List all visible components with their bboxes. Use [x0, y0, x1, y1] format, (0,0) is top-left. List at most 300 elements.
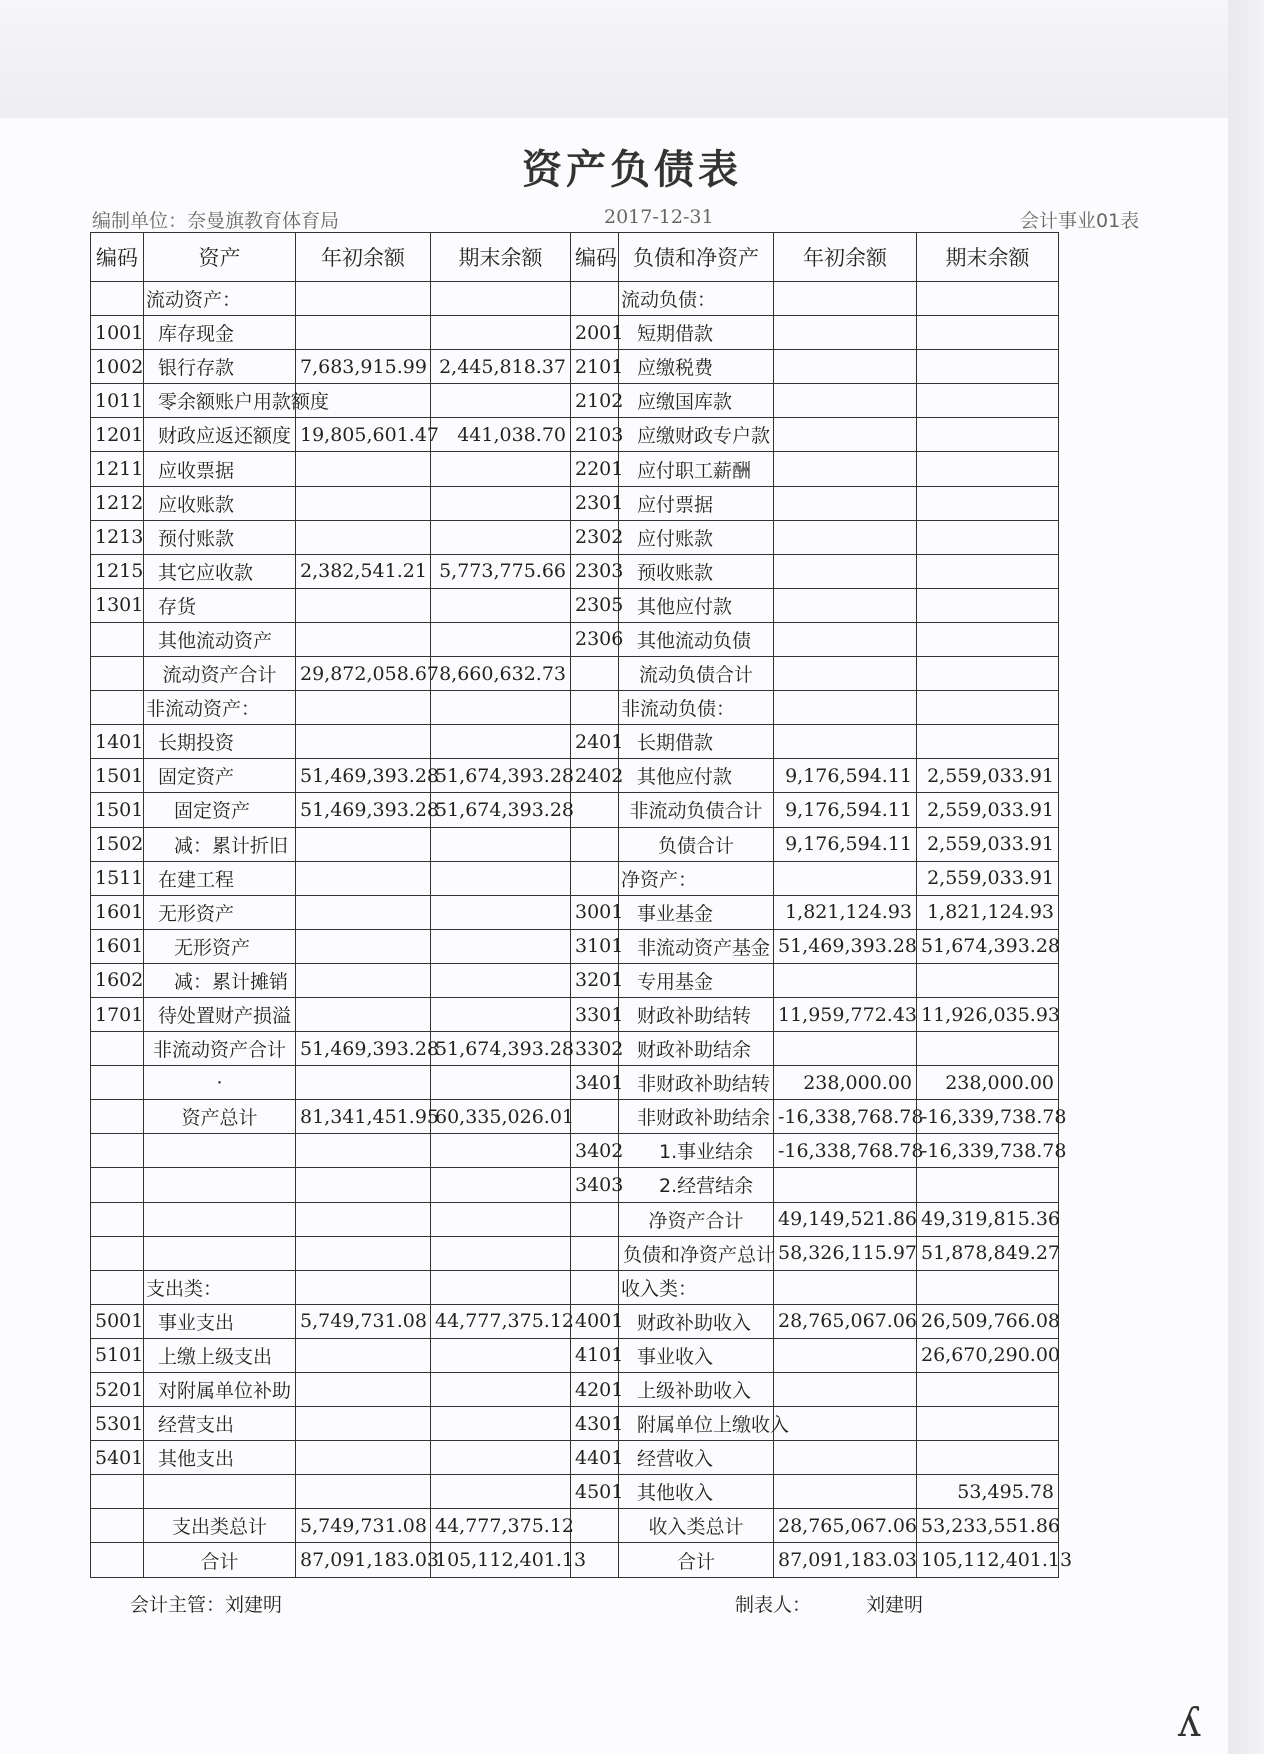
right-code-cell: 3302: [571, 1032, 619, 1066]
table-row: [91, 1475, 1171, 1509]
report-date: 2017-12-31: [604, 206, 714, 228]
asset-begin-cell: [296, 452, 431, 486]
table-row: [91, 1202, 1171, 1236]
liability-end-cell: [917, 588, 1059, 622]
asset-name-cell: [144, 1202, 296, 1236]
asset-name-cell: 减：累计摊销: [144, 963, 296, 997]
left-code-cell: 1212: [91, 486, 144, 520]
left-code-cell: 5301: [91, 1407, 144, 1441]
liability-begin-cell: [774, 282, 917, 316]
asset-begin-cell: [296, 725, 431, 759]
footer-preparer: [735, 1590, 923, 1617]
liability-end-cell: 105,112,401.13: [917, 1543, 1059, 1577]
table-row: [91, 588, 1171, 622]
left-code-cell: [91, 1168, 144, 1202]
left-code-cell: [91, 1100, 144, 1134]
asset-begin-cell: 87,091,183.03: [296, 1543, 431, 1577]
liability-name-cell: 非流动负债：: [619, 691, 774, 725]
asset-begin-cell: [296, 520, 431, 554]
right-code-cell: [571, 282, 619, 316]
right-code-cell: 3401: [571, 1066, 619, 1100]
asset-name-cell: 支出类：: [144, 1270, 296, 1304]
liability-begin-cell: 49,149,521.86: [774, 1202, 917, 1236]
right-code-cell: [571, 793, 619, 827]
asset-begin-cell: [296, 1338, 431, 1372]
liability-end-cell: [917, 452, 1059, 486]
asset-name-cell: 应收票据: [144, 452, 296, 486]
asset-name-cell: 无形资产: [144, 929, 296, 963]
form-code: 会计事业01表: [1020, 210, 1140, 232]
asset-end-cell: [431, 963, 571, 997]
liability-name-cell: 财政补助结转: [619, 997, 774, 1031]
liability-name-cell: 非流动资产基金: [619, 929, 774, 963]
liability-name-cell: 事业收入: [619, 1338, 774, 1372]
liability-name-cell: 净资产：: [619, 861, 774, 895]
liability-name-cell: 其他应付款: [619, 759, 774, 793]
table-row: [91, 1100, 1171, 1134]
asset-name-cell: 对附属单位补助: [144, 1373, 296, 1407]
asset-name-cell: 固定资产: [144, 759, 296, 793]
left-code-cell: [91, 1543, 144, 1577]
asset-end-cell: [431, 1066, 571, 1100]
table-row: [91, 554, 1171, 588]
liability-name-cell: 1.事业结余: [619, 1134, 774, 1168]
asset-name-cell: 上缴上级支出: [144, 1338, 296, 1372]
right-code-cell: 4101: [571, 1338, 619, 1372]
right-code-cell: [571, 827, 619, 861]
right-code-cell: 3201: [571, 963, 619, 997]
table-row: [91, 452, 1171, 486]
liability-end-cell: -16,339,738.78: [917, 1134, 1059, 1168]
asset-name-cell: 经营支出: [144, 1407, 296, 1441]
table-row: [91, 1270, 1171, 1304]
liability-name-cell: 流动负债：: [619, 282, 774, 316]
right-code-cell: 2201: [571, 452, 619, 486]
liability-begin-cell: 9,176,594.11: [774, 793, 917, 827]
right-code-cell: 3301: [571, 997, 619, 1031]
left-code-cell: 1502: [91, 827, 144, 861]
asset-begin-cell: [296, 691, 431, 725]
liability-end-cell: 51,674,393.28: [917, 929, 1059, 963]
left-code-cell: [91, 691, 144, 725]
asset-begin-cell: 51,469,393.28: [296, 793, 431, 827]
liability-name-cell: 预收账款: [619, 554, 774, 588]
liability-name-cell: 净资产合计: [619, 1202, 774, 1236]
right-code-cell: 4401: [571, 1441, 619, 1475]
asset-end-cell: [431, 725, 571, 759]
asset-begin-cell: 19,805,601.47: [296, 418, 431, 452]
asset-end-cell: 8,660,632.73: [431, 657, 571, 691]
liability-end-cell: [917, 520, 1059, 554]
asset-name-cell: 其它应收款: [144, 554, 296, 588]
liability-end-cell: [917, 350, 1059, 384]
asset-end-cell: [431, 384, 571, 418]
liability-begin-cell: [774, 1168, 917, 1202]
asset-end-cell: [431, 486, 571, 520]
liability-end-cell: 238,000.00: [917, 1066, 1059, 1100]
liability-end-cell: [917, 282, 1059, 316]
left-code-cell: 1701: [91, 997, 144, 1031]
asset-end-cell: [431, 1168, 571, 1202]
liability-begin-cell: [774, 1407, 917, 1441]
header-code-right: 编码: [571, 233, 619, 282]
asset-end-cell: 51,674,393.28: [431, 759, 571, 793]
liability-begin-cell: 1,821,124.93: [774, 895, 917, 929]
liability-begin-cell: [774, 350, 917, 384]
right-code-cell: 2301: [571, 486, 619, 520]
right-code-cell: [571, 1202, 619, 1236]
liability-end-cell: 26,509,766.08: [917, 1304, 1059, 1338]
asset-name-cell: 应收账款: [144, 486, 296, 520]
asset-name-cell: 预付账款: [144, 520, 296, 554]
scan-background-top: [0, 0, 1264, 118]
liability-name-cell: 其他流动负债: [619, 622, 774, 656]
asset-name-cell: [144, 1134, 296, 1168]
table-row: [91, 657, 1171, 691]
asset-begin-cell: [296, 486, 431, 520]
asset-name-cell: 其他流动资产: [144, 622, 296, 656]
left-code-cell: [91, 1066, 144, 1100]
liability-name-cell: 上级补助收入: [619, 1373, 774, 1407]
table-row: [91, 997, 1171, 1031]
asset-begin-cell: [296, 1066, 431, 1100]
asset-begin-cell: [296, 861, 431, 895]
right-code-cell: 4501: [571, 1475, 619, 1509]
liability-end-cell: 11,926,035.93: [917, 997, 1059, 1031]
preparer-label: 制表人：: [735, 1594, 812, 1616]
left-code-cell: 1601: [91, 929, 144, 963]
liability-begin-cell: 51,469,393.28: [774, 929, 917, 963]
liability-end-cell: 49,319,815.36: [917, 1202, 1059, 1236]
table-row: [91, 1543, 1171, 1577]
asset-begin-cell: [296, 963, 431, 997]
table-row: [91, 350, 1171, 384]
right-code-cell: [571, 1270, 619, 1304]
liability-name-cell: 其他应付款: [619, 588, 774, 622]
table-row: [91, 929, 1171, 963]
table-row: [91, 793, 1171, 827]
liability-name-cell: 财政补助结余: [619, 1032, 774, 1066]
left-code-cell: 5001: [91, 1304, 144, 1338]
liability-name-cell: 负债和净资产总计: [619, 1236, 774, 1270]
asset-name-cell: 存货: [144, 588, 296, 622]
table-row: [91, 1509, 1171, 1543]
asset-begin-cell: [296, 1236, 431, 1270]
liability-end-cell: 2,559,033.91: [917, 827, 1059, 861]
asset-name-cell: 流动资产合计: [144, 657, 296, 691]
liability-begin-cell: [774, 520, 917, 554]
table-row: [91, 1066, 1171, 1100]
asset-begin-cell: [296, 622, 431, 656]
liability-begin-cell: [774, 554, 917, 588]
left-code-cell: 1211: [91, 452, 144, 486]
asset-begin-cell: 29,872,058.67: [296, 657, 431, 691]
liability-begin-cell: 28,765,067.06: [774, 1304, 917, 1338]
liability-begin-cell: 87,091,183.03: [774, 1543, 917, 1577]
liability-end-cell: [917, 418, 1059, 452]
liability-begin-cell: [774, 1475, 917, 1509]
liability-end-cell: [917, 1168, 1059, 1202]
table-row: [91, 520, 1171, 554]
asset-end-cell: [431, 588, 571, 622]
liability-end-cell: 2,559,033.91: [917, 793, 1059, 827]
liability-name-cell: 收入类：: [619, 1270, 774, 1304]
asset-begin-cell: [296, 588, 431, 622]
right-code-cell: 3402: [571, 1134, 619, 1168]
asset-begin-cell: 51,469,393.28: [296, 1032, 431, 1066]
liability-name-cell: 应缴税费: [619, 350, 774, 384]
asset-end-cell: [431, 861, 571, 895]
liability-begin-cell: [774, 452, 917, 486]
asset-end-cell: 44,777,375.12: [431, 1509, 571, 1543]
left-code-cell: 5401: [91, 1441, 144, 1475]
liability-begin-cell: 9,176,594.11: [774, 759, 917, 793]
asset-end-cell: [431, 520, 571, 554]
liability-end-cell: 2,559,033.91: [917, 861, 1059, 895]
asset-end-cell: 2,445,818.37: [431, 350, 571, 384]
balance-sheet-table: [90, 232, 1171, 1578]
liability-name-cell: 流动负债合计: [619, 657, 774, 691]
table-row: [91, 963, 1171, 997]
asset-name-cell: 非流动资产：: [144, 691, 296, 725]
liability-end-cell: [917, 1373, 1059, 1407]
left-code-cell: 1501: [91, 759, 144, 793]
liability-end-cell: [917, 316, 1059, 350]
liability-end-cell: -16,339,738.78: [917, 1100, 1059, 1134]
asset-begin-cell: [296, 997, 431, 1031]
left-code-cell: [91, 1236, 144, 1270]
asset-name-cell: [144, 1475, 296, 1509]
liability-name-cell: 合计: [619, 1543, 774, 1577]
right-code-cell: 4001: [571, 1304, 619, 1338]
asset-end-cell: [431, 1373, 571, 1407]
right-code-cell: [571, 861, 619, 895]
right-code-cell: 3403: [571, 1168, 619, 1202]
liability-begin-cell: 58,326,115.97: [774, 1236, 917, 1270]
header-code-left: 编码: [91, 233, 144, 282]
asset-end-cell: [431, 1475, 571, 1509]
liability-begin-cell: [774, 1441, 917, 1475]
liability-name-cell: 非财政补助结余: [619, 1100, 774, 1134]
left-code-cell: 1602: [91, 963, 144, 997]
left-code-cell: [91, 282, 144, 316]
table-row: [91, 1032, 1171, 1066]
left-code-cell: 1002: [91, 350, 144, 384]
asset-begin-cell: [296, 1134, 431, 1168]
asset-begin-cell: [296, 1441, 431, 1475]
liability-end-cell: 26,670,290.00: [917, 1338, 1059, 1372]
liability-end-cell: 51,878,849.27: [917, 1236, 1059, 1270]
liability-name-cell: 经营收入: [619, 1441, 774, 1475]
liability-end-cell: [917, 1270, 1059, 1304]
asset-begin-cell: [296, 929, 431, 963]
table-row: [91, 725, 1171, 759]
left-code-cell: [91, 1032, 144, 1066]
liability-end-cell: 1,821,124.93: [917, 895, 1059, 929]
asset-begin-cell: [296, 1407, 431, 1441]
left-code-cell: [91, 1134, 144, 1168]
left-code-cell: 5201: [91, 1373, 144, 1407]
liability-end-cell: [917, 554, 1059, 588]
right-code-cell: [571, 657, 619, 691]
liability-begin-cell: [774, 1373, 917, 1407]
liability-name-cell: 事业基金: [619, 895, 774, 929]
asset-name-cell: 事业支出: [144, 1304, 296, 1338]
right-code-cell: 2402: [571, 759, 619, 793]
left-code-cell: [91, 1202, 144, 1236]
liability-name-cell: 应缴财政专户款: [619, 418, 774, 452]
left-code-cell: [91, 1270, 144, 1304]
liability-end-cell: [917, 1407, 1059, 1441]
compiling-unit: 编制单位：奈曼旗教育体育局: [92, 210, 340, 232]
left-code-cell: [91, 622, 144, 656]
liability-begin-cell: 238,000.00: [774, 1066, 917, 1100]
left-code-cell: 1201: [91, 418, 144, 452]
liability-begin-cell: -16,338,768.78: [774, 1100, 917, 1134]
asset-begin-cell: [296, 1373, 431, 1407]
asset-begin-cell: [296, 1168, 431, 1202]
asset-end-cell: 51,674,393.28: [431, 793, 571, 827]
liability-name-cell: 应付职工薪酬: [619, 452, 774, 486]
right-code-cell: 2001: [571, 316, 619, 350]
right-code-cell: [571, 691, 619, 725]
asset-end-cell: [431, 316, 571, 350]
right-code-cell: 4201: [571, 1373, 619, 1407]
liability-name-cell: 应付账款: [619, 520, 774, 554]
liability-name-cell: 财政补助收入: [619, 1304, 774, 1338]
asset-end-cell: [431, 1407, 571, 1441]
asset-end-cell: 441,038.70: [431, 418, 571, 452]
right-code-cell: 2305: [571, 588, 619, 622]
right-code-cell: 4301: [571, 1407, 619, 1441]
asset-begin-cell: [296, 1270, 431, 1304]
asset-begin-cell: [296, 827, 431, 861]
table-row: [91, 827, 1171, 861]
supervisor-label: 会计主管：: [130, 1594, 226, 1616]
asset-end-cell: [431, 1202, 571, 1236]
asset-name-cell: 减：累计折旧: [144, 827, 296, 861]
left-code-cell: 1215: [91, 554, 144, 588]
liability-begin-cell: [774, 691, 917, 725]
liability-name-cell: 2.经营结余: [619, 1168, 774, 1202]
liability-end-cell: [917, 1441, 1059, 1475]
footer-supervisor: [130, 1590, 282, 1617]
asset-end-cell: [431, 1338, 571, 1372]
header-end-right: 期末余额: [917, 233, 1059, 282]
liability-name-cell: 应付票据: [619, 486, 774, 520]
table-row: [91, 1304, 1171, 1338]
asset-end-cell: 5,773,775.66: [431, 554, 571, 588]
liability-name-cell: 应缴国库款: [619, 384, 774, 418]
table-row: [91, 895, 1171, 929]
liability-begin-cell: [774, 622, 917, 656]
asset-begin-cell: 2,382,541.21: [296, 554, 431, 588]
liability-begin-cell: [774, 1338, 917, 1372]
right-code-cell: 2303: [571, 554, 619, 588]
asset-name-cell: 待处置财产损溢: [144, 997, 296, 1031]
liability-name-cell: 收入类总计: [619, 1509, 774, 1543]
asset-name-cell: 长期投资: [144, 725, 296, 759]
right-code-cell: [571, 1509, 619, 1543]
asset-begin-cell: [296, 1475, 431, 1509]
right-code-cell: 2306: [571, 622, 619, 656]
left-code-cell: 5101: [91, 1338, 144, 1372]
asset-name-cell: 库存现金: [144, 316, 296, 350]
asset-end-cell: [431, 1441, 571, 1475]
right-code-cell: 3101: [571, 929, 619, 963]
left-code-cell: 1601: [91, 895, 144, 929]
table-row: [91, 282, 1171, 316]
asset-end-cell: [431, 895, 571, 929]
right-code-cell: 2102: [571, 384, 619, 418]
asset-name-cell: 支出类总计: [144, 1509, 296, 1543]
left-code-cell: 1011: [91, 384, 144, 418]
liability-begin-cell: [774, 657, 917, 691]
asset-begin-cell: 81,341,451.95: [296, 1100, 431, 1134]
right-code-cell: [571, 1100, 619, 1134]
liability-name-cell: 其他收入: [619, 1475, 774, 1509]
asset-name-cell: 合计: [144, 1543, 296, 1577]
liability-name-cell: 非流动负债合计: [619, 793, 774, 827]
table-row: [91, 1134, 1171, 1168]
liability-end-cell: [917, 622, 1059, 656]
asset-name-cell: 在建工程: [144, 861, 296, 895]
asset-name-cell: 资产总计: [144, 1100, 296, 1134]
table-row: [91, 1373, 1171, 1407]
asset-end-cell: [431, 452, 571, 486]
liability-end-cell: 53,233,551.86: [917, 1509, 1059, 1543]
left-code-cell: [91, 1509, 144, 1543]
right-code-cell: 2401: [571, 725, 619, 759]
liability-end-cell: [917, 963, 1059, 997]
asset-begin-cell: [296, 316, 431, 350]
scan-background-right: [1228, 0, 1264, 1754]
right-code-cell: 3001: [571, 895, 619, 929]
liability-begin-cell: -16,338,768.78: [774, 1134, 917, 1168]
table-row: [91, 759, 1171, 793]
header-end-left: 期末余额: [431, 233, 571, 282]
handwritten-initial: ʎ: [1178, 1700, 1201, 1746]
liability-begin-cell: 9,176,594.11: [774, 827, 917, 861]
table-row: [91, 1236, 1171, 1270]
asset-name-cell: 财政应返还额度: [144, 418, 296, 452]
table-row: [91, 316, 1171, 350]
left-code-cell: 1001: [91, 316, 144, 350]
liability-begin-cell: [774, 384, 917, 418]
asset-end-cell: 105,112,401.13: [431, 1543, 571, 1577]
table-row: [91, 861, 1171, 895]
asset-end-cell: [431, 691, 571, 725]
liability-begin-cell: [774, 418, 917, 452]
table-row: [91, 1338, 1171, 1372]
left-code-cell: 1301: [91, 588, 144, 622]
left-code-cell: 1401: [91, 725, 144, 759]
liability-name-cell: 专用基金: [619, 963, 774, 997]
asset-name-cell: ·: [144, 1066, 296, 1100]
liability-begin-cell: 28,765,067.06: [774, 1509, 917, 1543]
asset-end-cell: 60,335,026.01: [431, 1100, 571, 1134]
left-code-cell: 1213: [91, 520, 144, 554]
header-begin-left: 年初余额: [296, 233, 431, 282]
asset-end-cell: 51,674,393.28: [431, 1032, 571, 1066]
page-title: 资产负债表: [522, 147, 742, 193]
asset-begin-cell: 5,749,731.08: [296, 1509, 431, 1543]
liability-end-cell: [917, 486, 1059, 520]
header-begin-right: 年初余额: [774, 233, 917, 282]
supervisor-name: 刘建明: [225, 1594, 283, 1616]
liability-end-cell: [917, 1032, 1059, 1066]
liability-begin-cell: [774, 861, 917, 895]
